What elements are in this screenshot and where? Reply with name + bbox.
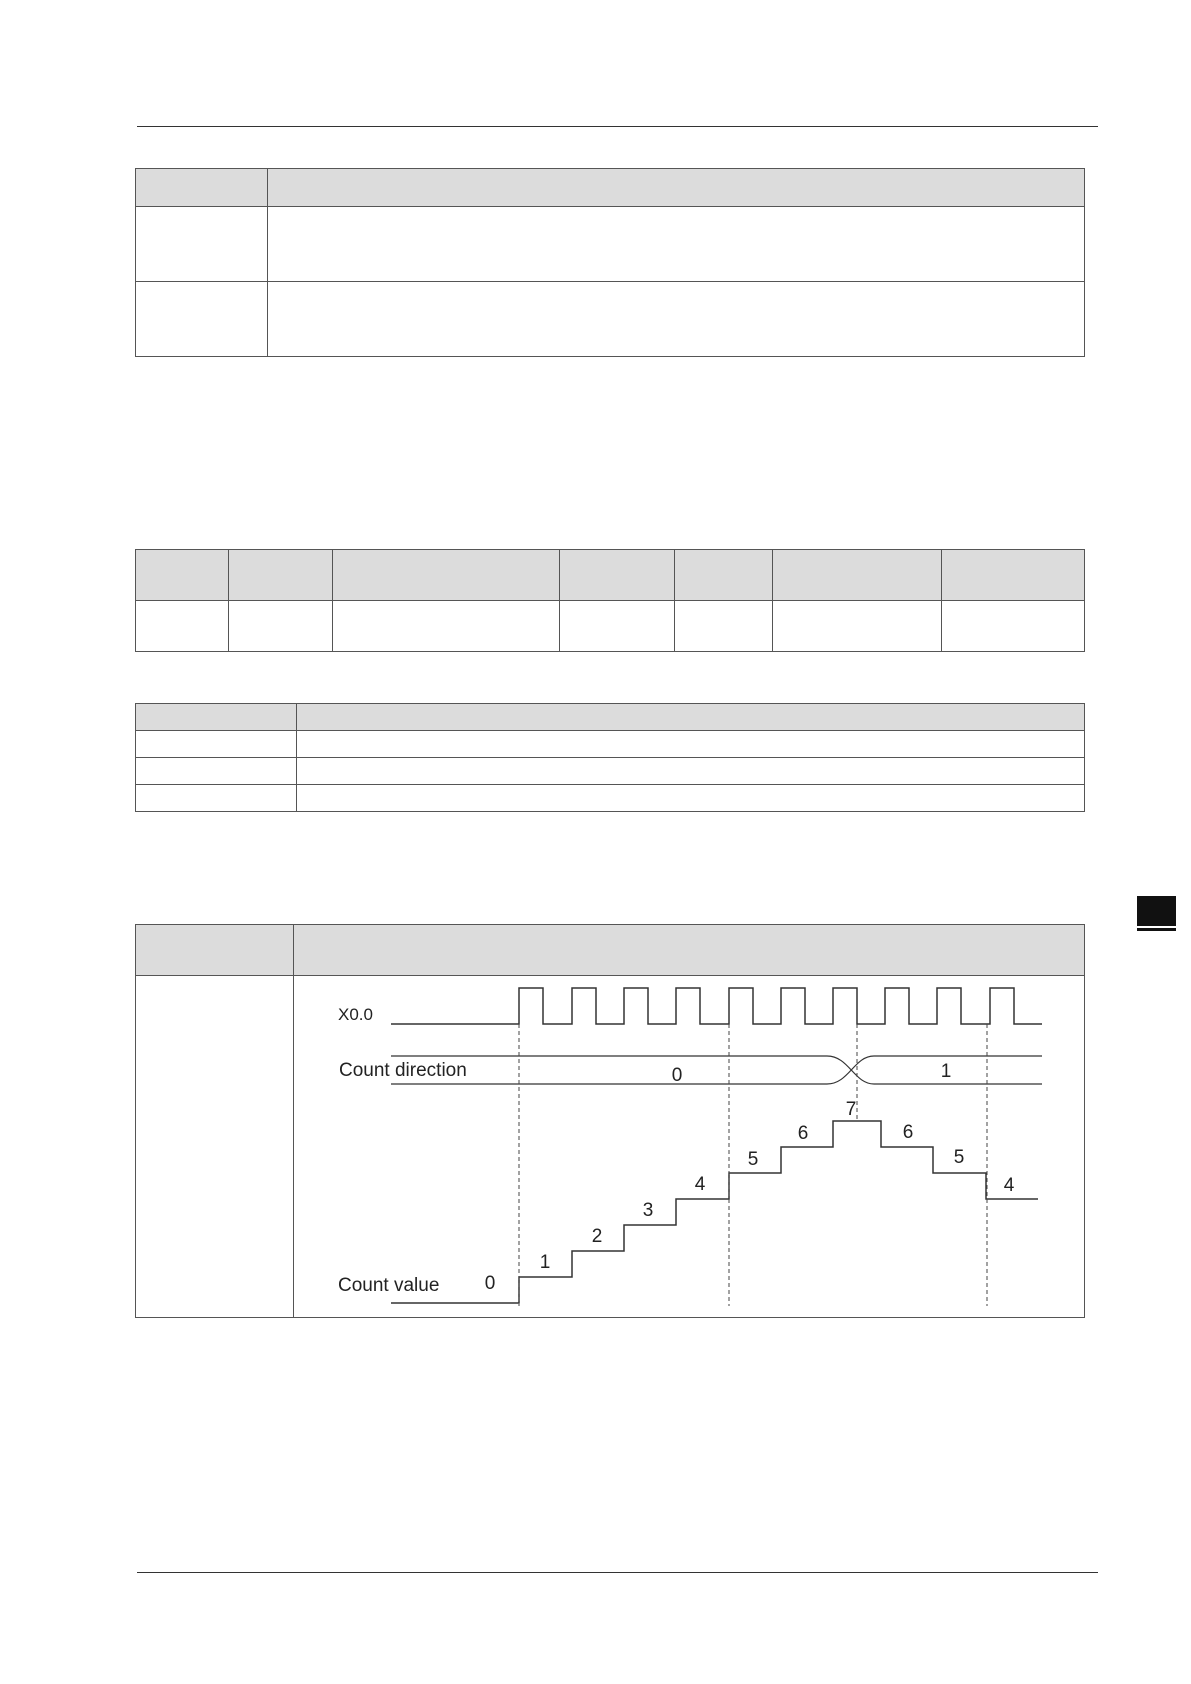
count-value-label: 3 [642, 1200, 654, 1221]
table-cell [136, 925, 294, 976]
table-4-header-row [136, 925, 1085, 976]
footer-rule [137, 1572, 1098, 1573]
table-cell [136, 601, 229, 652]
table-3-header-row [136, 704, 1085, 731]
table-cell [773, 550, 942, 601]
table-row [136, 976, 1085, 1318]
count-value-label: 5 [747, 1149, 759, 1170]
count-value-label: 0 [484, 1273, 496, 1294]
table-cell [136, 550, 229, 601]
table-cell [297, 704, 1085, 731]
direction-value: 1 [940, 1061, 952, 1082]
table-cell [229, 601, 333, 652]
table-cell [136, 207, 268, 282]
count-value-label: 6 [902, 1122, 914, 1143]
table-cell [268, 282, 1085, 357]
table-1-header-row [136, 169, 1085, 207]
table-cell [297, 785, 1085, 812]
table-cell [136, 976, 294, 1318]
table-cell [560, 601, 675, 652]
table-cell [942, 550, 1085, 601]
table-cell [333, 550, 560, 601]
clock-label: X0.0 [338, 1005, 373, 1024]
table-cell [136, 785, 297, 812]
table-cell [560, 550, 675, 601]
table-row [136, 207, 1085, 282]
table-cell [942, 601, 1085, 652]
table-1 [135, 168, 1085, 357]
table-cell [675, 601, 773, 652]
chapter-side-tab [1137, 896, 1176, 928]
direction-label: Count direction [339, 1060, 467, 1081]
direction-value: 0 [671, 1065, 683, 1086]
table-3 [135, 703, 1085, 812]
count-value-label: 5 [953, 1147, 965, 1168]
table-cell [773, 601, 942, 652]
table-cell [229, 550, 333, 601]
header-rule [137, 126, 1098, 127]
table-row [136, 758, 1085, 785]
table-cell [136, 282, 268, 357]
count-value-label: 7 [845, 1099, 857, 1120]
table-row [136, 785, 1085, 812]
count-value-label: 6 [797, 1123, 809, 1144]
count-value-label: 2 [591, 1226, 603, 1247]
table-row [136, 282, 1085, 357]
table-cell [268, 169, 1085, 207]
table-cell [136, 704, 297, 731]
count-value-label: 4 [694, 1174, 706, 1195]
table-cell [268, 207, 1085, 282]
timing-diagram-cell [294, 976, 1085, 1318]
table-2-header-row [136, 550, 1085, 601]
table-cell [136, 758, 297, 785]
table-cell [294, 925, 1085, 976]
count-label: Count value [338, 1275, 440, 1296]
table-row [136, 601, 1085, 652]
table-4 [135, 924, 1085, 1318]
table-cell [136, 731, 297, 758]
count-value-label: 1 [539, 1252, 551, 1273]
table-cell [136, 169, 268, 207]
clock-waveform [391, 988, 1042, 1024]
table-cell [333, 601, 560, 652]
table-row [136, 731, 1085, 758]
count-value-label: 4 [1003, 1175, 1015, 1196]
table-2 [135, 549, 1085, 652]
table-cell [297, 758, 1085, 785]
timing-diagram [294, 976, 1084, 1316]
table-cell [297, 731, 1085, 758]
table-cell [675, 550, 773, 601]
